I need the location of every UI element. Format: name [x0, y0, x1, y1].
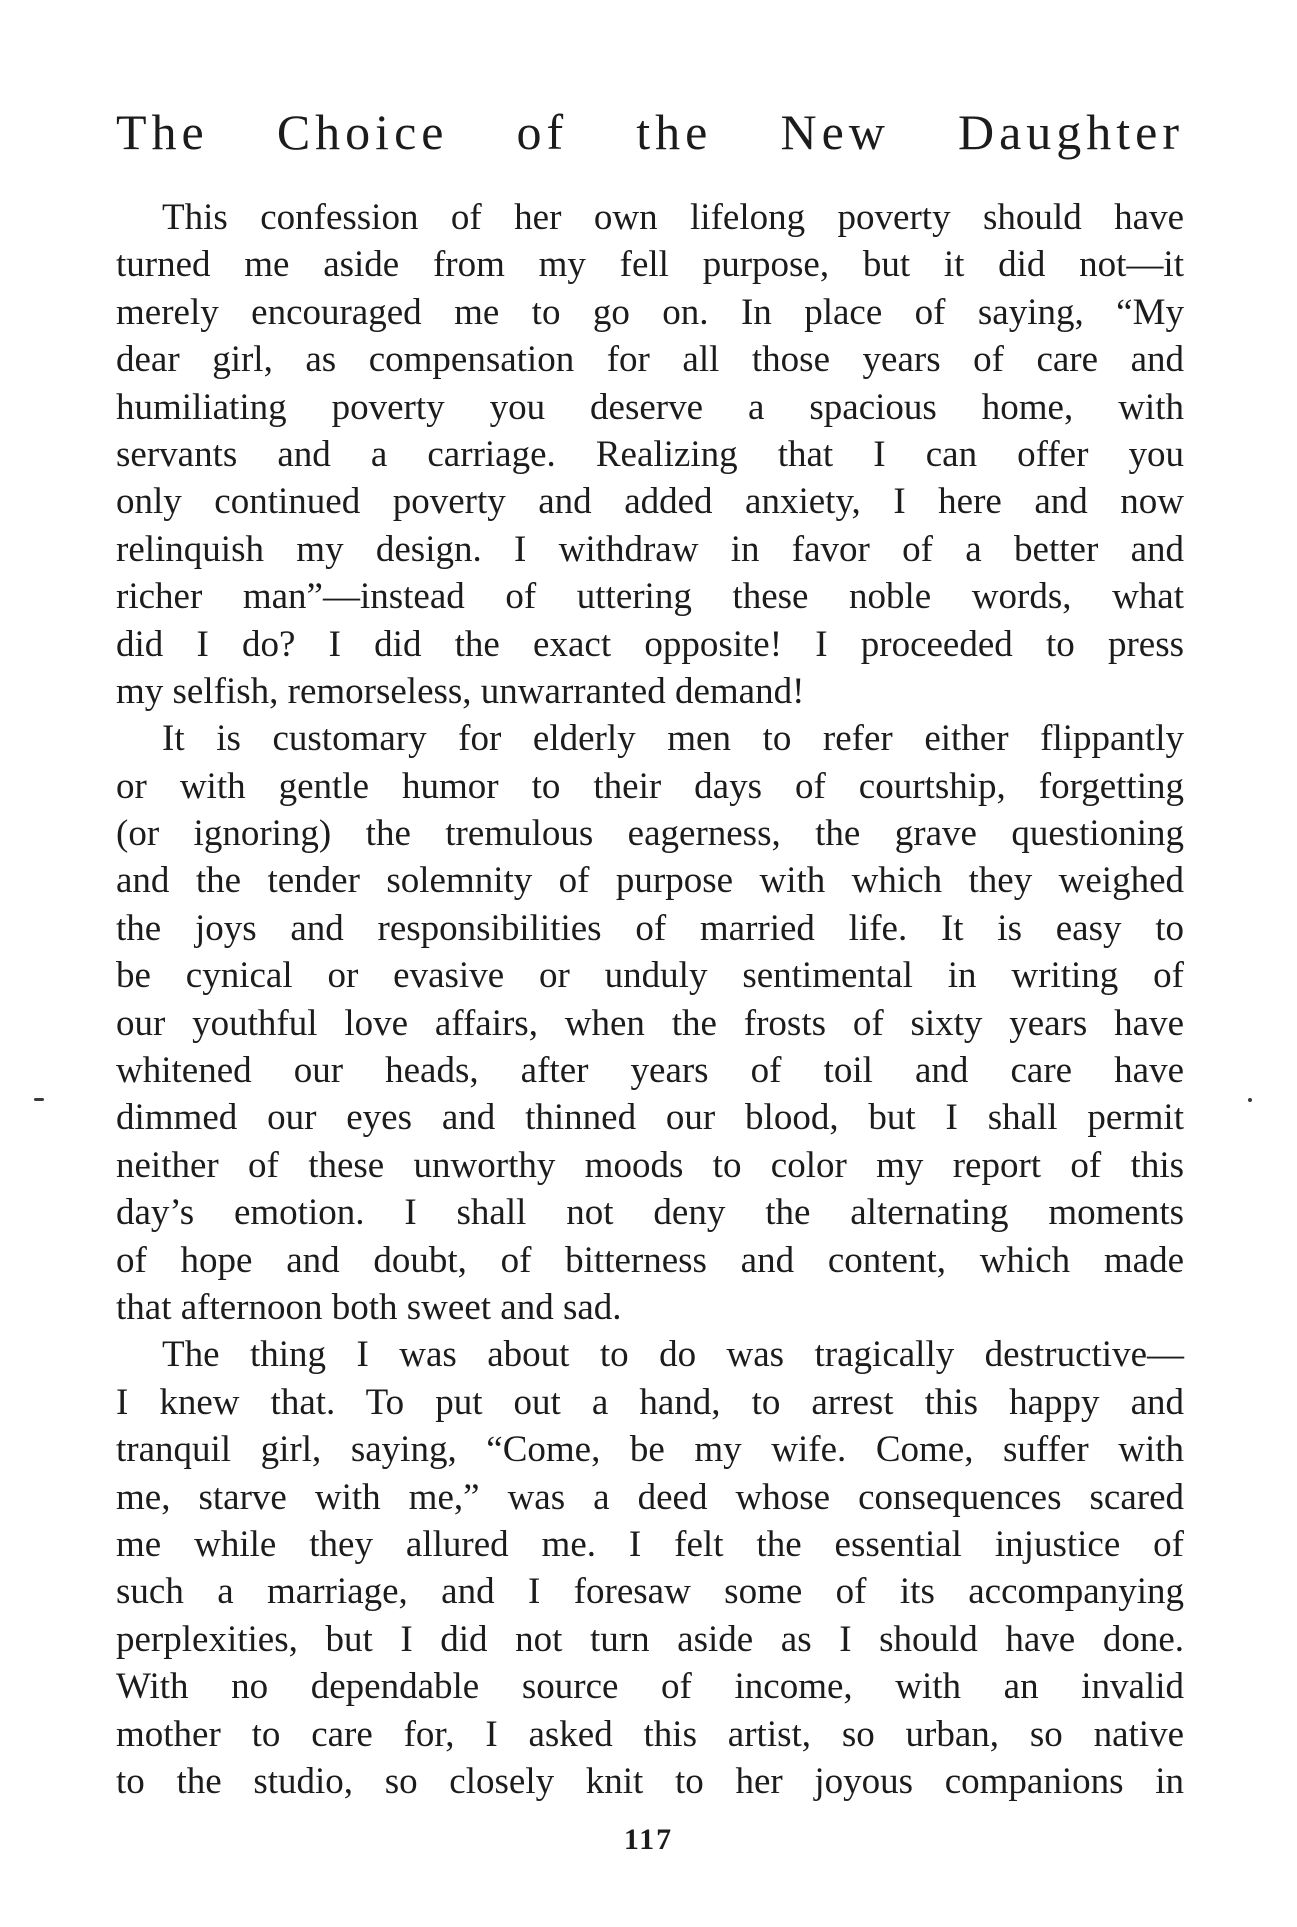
text-line: This confession of her own lifelong poverty should have [162, 197, 1184, 238]
page-number: 117 [623, 1823, 674, 1856]
text-line: me, starve with me,” was a deed whose consequences scared [116, 1476, 1184, 1518]
text-line: neither of these unworthy moods to color my report of this [116, 1144, 1184, 1186]
text-line: humiliating poverty you deserve a spacious home, with [116, 386, 1184, 428]
text-line: (or ignoring) the tremulous eagerness, the grave questioning [116, 813, 1184, 855]
text-line: to the studio, so closely knit to her joyous companions in [116, 1760, 1184, 1802]
text-line: did I do? I did the exact opposite! I proceeded to press [116, 623, 1184, 665]
paragraph-2 [116, 715, 1184, 1331]
text-line: tranquil girl, saying, “Come, be my wife. Come, suffer with [116, 1429, 1184, 1471]
text-line: that afternoon both sweet and sad. [116, 1286, 622, 1328]
text-line: dimmed our eyes and thinned our blood, but I shall permit [116, 1097, 1184, 1139]
text-line: merely encouraged me to go on. In place of saying, “My [116, 291, 1184, 333]
paragraph-1 [116, 194, 1184, 715]
text-line: the joys and responsibilities of married life. It is easy to [116, 907, 1184, 949]
text-line: such a marriage, and I foresaw some of its accompanying [116, 1571, 1184, 1613]
text-line: be cynical or evasive or unduly sentimental in writing of [116, 955, 1184, 997]
ink-speck [34, 1098, 44, 1101]
text-line: perplexities, but I did not turn aside as I should have done. [116, 1618, 1184, 1660]
text-line: turned me aside from my fell purpose, but it did not—it [116, 244, 1184, 286]
text-line: richer man”—instead of uttering these noble words, what [116, 576, 1184, 618]
text-line: It is customary for elderly men to refer either flippantly [162, 718, 1184, 760]
text-line: I knew that. To put out a hand, to arrest this happy and [116, 1381, 1184, 1423]
text-line: With no dependable source of income, with an invalid [116, 1666, 1184, 1708]
text-line: mother to care for, I asked this artist, so urban, so native [116, 1713, 1184, 1755]
text-line: or with gentle humor to their days of courtship, forgetting [116, 765, 1184, 807]
ink-speck [1248, 1098, 1252, 1102]
text-line: servants and a carriage. Realizing that I can offer you [116, 433, 1184, 475]
text-line: my selfish, remorseless, unwarranted demand! [116, 670, 805, 712]
body-text [116, 194, 1184, 1805]
text-line: and the tender solemnity of purpose with which they weighed [116, 860, 1184, 902]
running-head: The Choice of the New Daughter [116, 104, 1184, 160]
text-line: whitened our heads, after years of toil and care have [116, 1050, 1184, 1092]
text-line: of hope and doubt, of bitterness and content, which made [116, 1239, 1184, 1281]
text-line: relinquish my design. I withdraw in favor of a better and [116, 528, 1184, 570]
text-line: our youthful love affairs, when the frosts of sixty years have [116, 1002, 1184, 1044]
text-line: day’s emotion. I shall not deny the alternating moments [116, 1192, 1184, 1234]
paragraph-3 [116, 1331, 1184, 1805]
text-line: me while they allured me. I felt the essential injustice of [116, 1523, 1184, 1565]
text-line: dear girl, as compensation for all those years of care and [116, 339, 1184, 381]
text-line: only continued poverty and added anxiety, I here and now [116, 481, 1184, 523]
text-line: The thing I was about to do was tragically destructive— [162, 1334, 1184, 1376]
